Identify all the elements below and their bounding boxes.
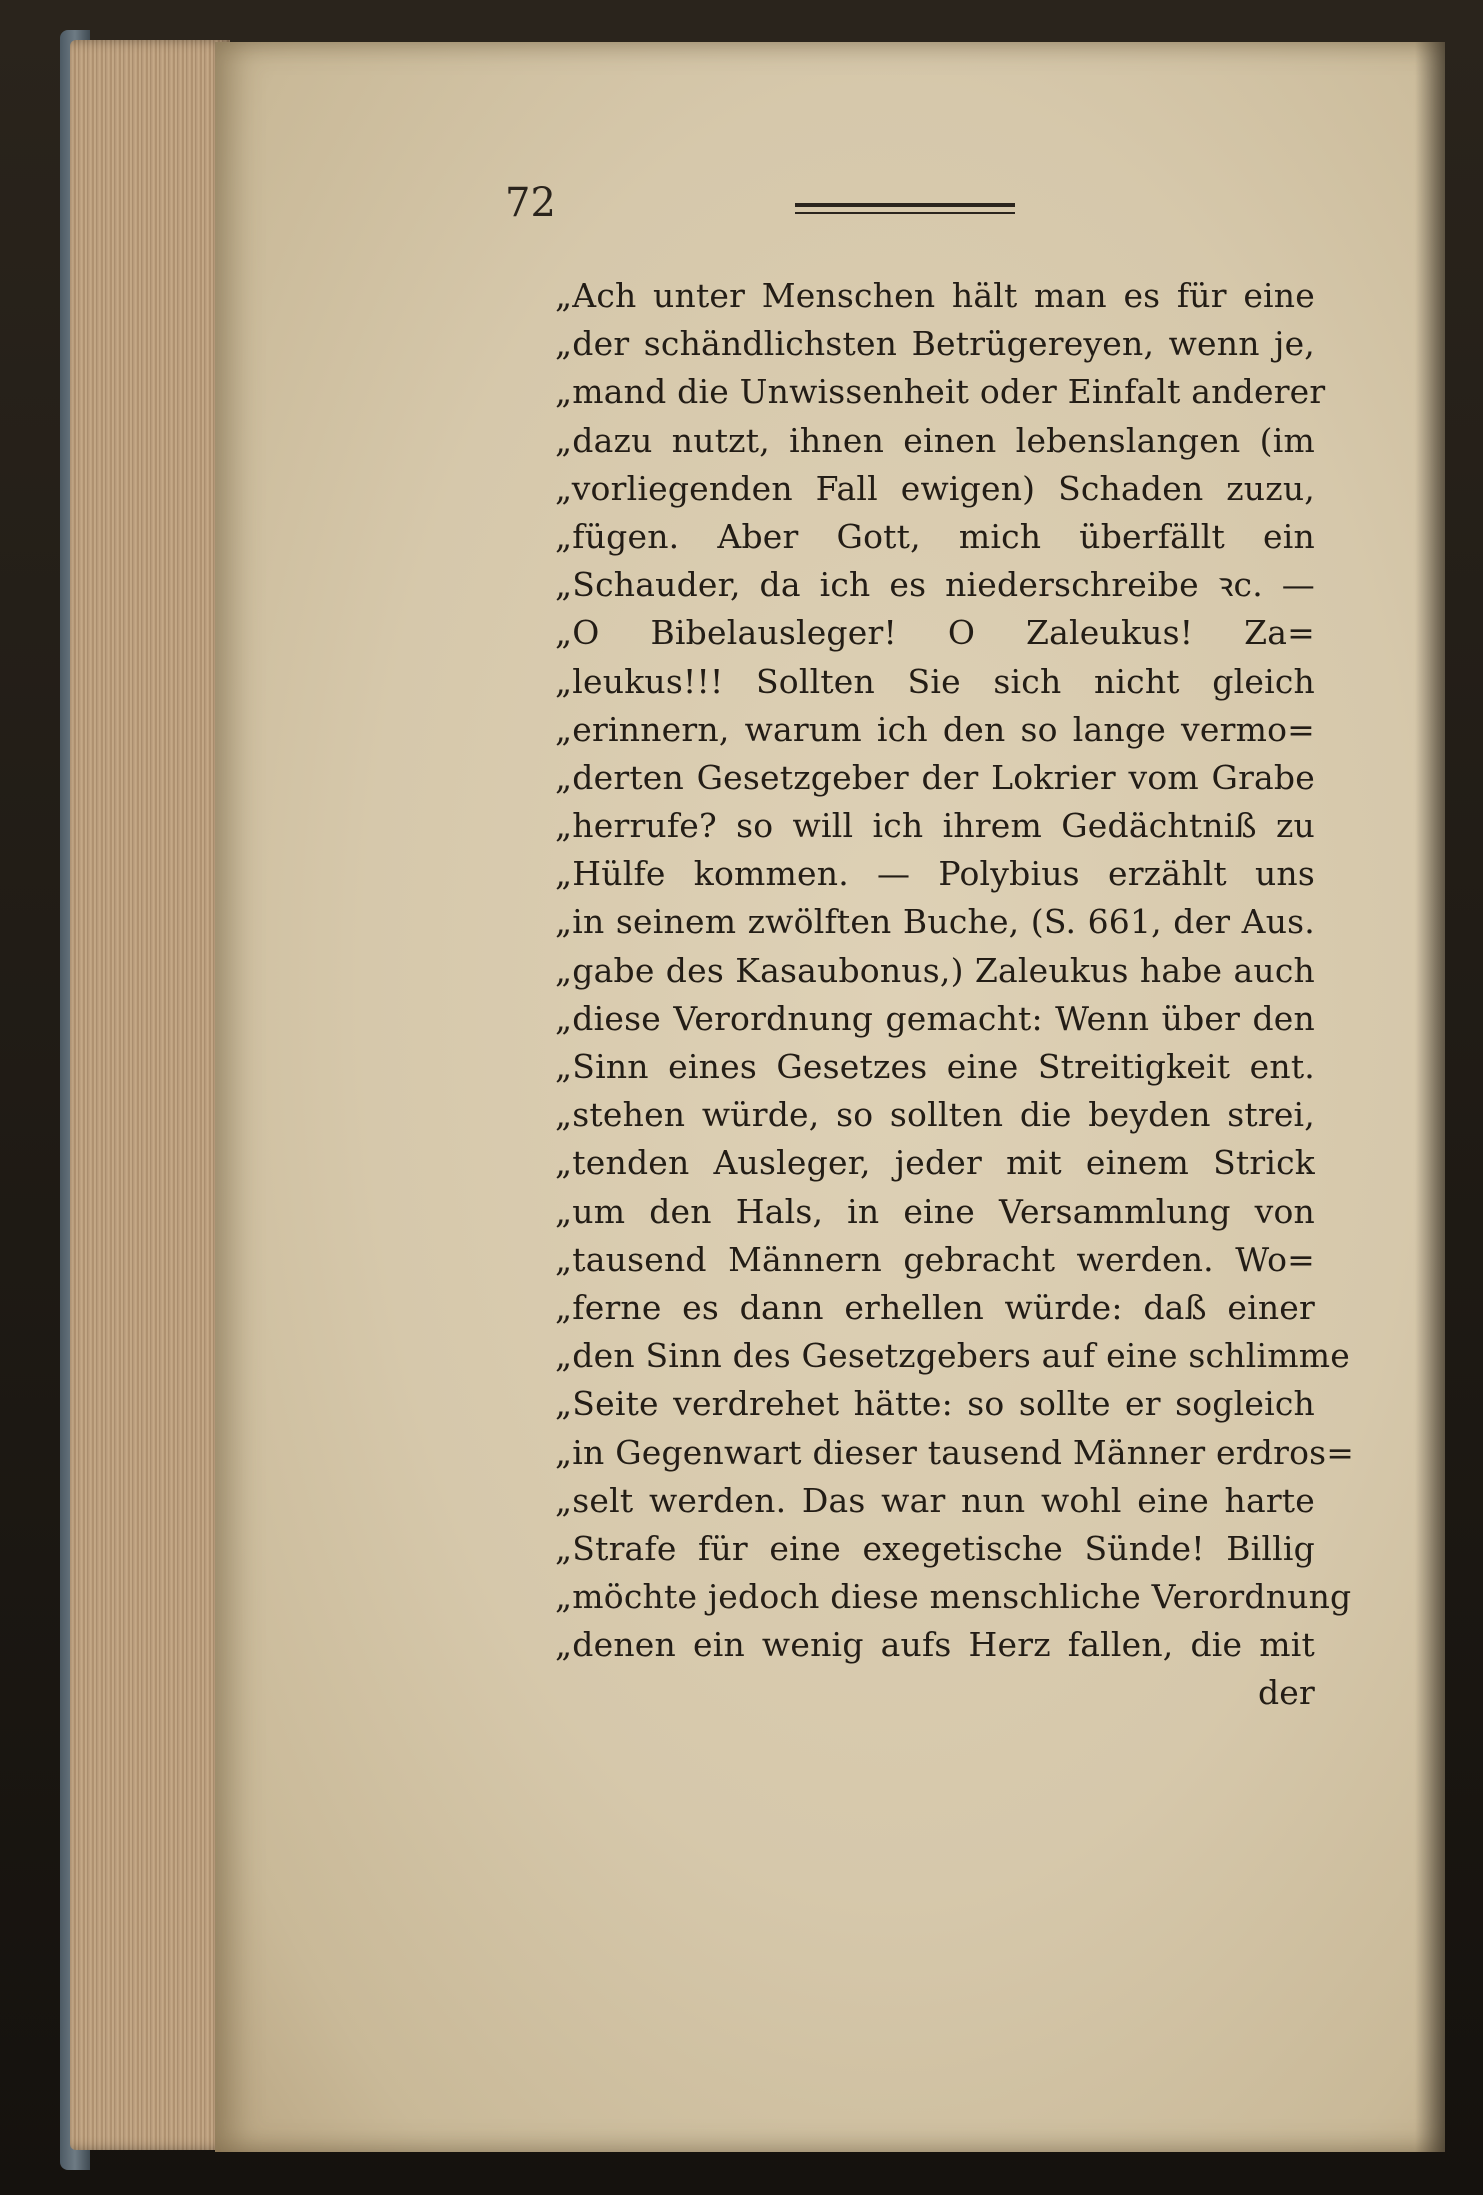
text-line: „den Sinn des Gesetzgebers auf eine schlimme xyxy=(555,1336,1350,1376)
text-line: „leukus!!! Sollten Sie sich nicht gleich xyxy=(555,661,1315,701)
text-line: „derten Gesetzgeber der Lokrier vom Grabe xyxy=(555,757,1315,797)
text-line: „Seite verdrehet hätte: so sollte er sogleich xyxy=(555,1384,1315,1424)
text-line: „um den Hals, in eine Versammlung von xyxy=(555,1191,1315,1231)
text-line: „O Bibelausleger! O Zaleukus! Za= xyxy=(555,613,1315,653)
text-line: „stehen würde, so sollten die beyden strei, xyxy=(555,1095,1315,1135)
text-line: „der schändlichsten Betrügereyen, wenn je, xyxy=(555,324,1315,364)
text-line: „herrufe? so will ich ihrem Gedächtniß zu xyxy=(555,806,1315,846)
text-line: „Ach unter Menschen hält man es für eine xyxy=(555,276,1315,315)
text-line: „Hülfe kommen. — Polybius erzählt uns xyxy=(555,854,1315,894)
text-line: „gabe des Kasaubonus,) Zaleukus habe auch xyxy=(555,950,1315,990)
text-line: „möchte jedoch diese menschliche Verordnung xyxy=(555,1577,1352,1617)
text-line: „dazu nutzt, ihnen einen lebenslangen (im xyxy=(555,420,1315,460)
text-line: „in Gegenwart dieser tausend Männer erdros= xyxy=(555,1432,1355,1472)
text-line: „Sinn eines Gesetzes eine Streitigkeit ent. xyxy=(555,1047,1315,1086)
catchword: der xyxy=(1257,1673,1315,1713)
page-gutter-shadow xyxy=(1415,42,1445,2152)
text-line: „erinnern, warum ich den so lange vermo= xyxy=(555,709,1315,749)
header-rule xyxy=(795,203,1015,217)
header-rule-thick xyxy=(795,203,1015,207)
text-line: „selt werden. Das war nun wohl eine harte xyxy=(555,1480,1315,1520)
text-line: „Schauder, da ich es niederschreibe ꝛc. — xyxy=(555,565,1315,605)
text-line: „Strafe für eine exegetische Sünde! Billig xyxy=(555,1528,1315,1568)
text-line: „vorliegenden Fall ewigen) Schaden zuzu, xyxy=(555,468,1315,508)
text-line: „denen ein wenig aufs Herz fallen, die mit xyxy=(555,1625,1315,1665)
text-line: „ferne es dann erhellen würde: daß einer xyxy=(555,1287,1315,1327)
header-rule-thin xyxy=(795,212,1015,214)
text-line: „mand die Unwissenheit oder Einfalt anderer xyxy=(555,372,1326,412)
text-line: „in seinem zwölften Buche, (S. 661, der Aus. xyxy=(555,902,1315,942)
page-number: 72 xyxy=(505,180,556,226)
text-line: „fügen. Aber Gott, mich überfällt ein xyxy=(555,516,1315,556)
body-text xyxy=(555,272,1355,1718)
text-line: „tausend Männern gebracht werden. Wo= xyxy=(555,1239,1315,1279)
text-line: „tenden Ausleger, jeder mit einem Strick xyxy=(555,1143,1315,1183)
book-page-edges xyxy=(70,40,230,2150)
text-line: „diese Verordnung gemacht: Wenn über den xyxy=(555,998,1315,1038)
